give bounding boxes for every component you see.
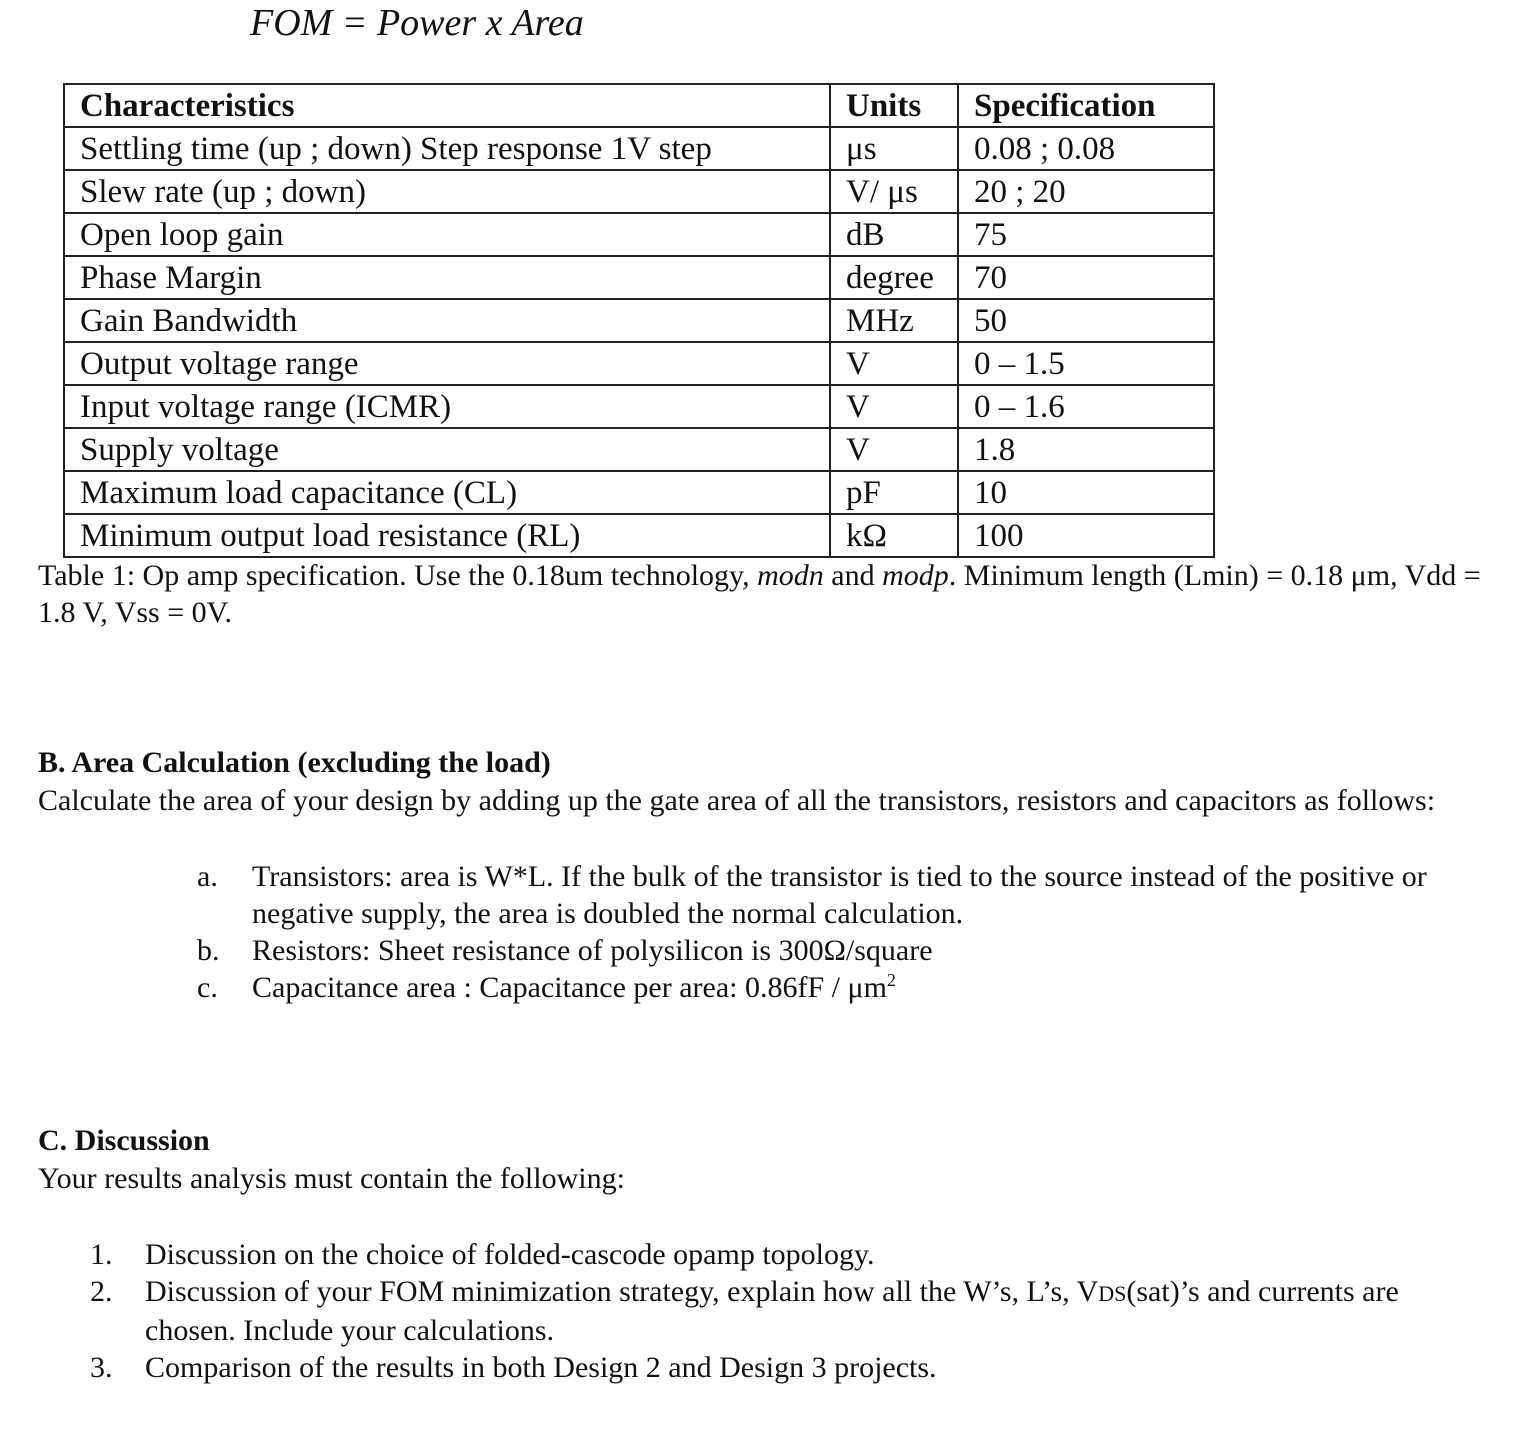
fom-formula: FOM = Power x Area bbox=[250, 2, 584, 44]
table-row bbox=[64, 471, 1214, 514]
section-c-title: C. Discussion bbox=[38, 1124, 210, 1157]
superscript: 2 bbox=[886, 970, 896, 990]
subscript: DS bbox=[1098, 1281, 1127, 1306]
list-item-text-wrap bbox=[252, 969, 1467, 1006]
caption-modp: modp bbox=[882, 559, 949, 592]
table-row bbox=[64, 514, 1214, 557]
list-marker: 3. bbox=[90, 1351, 113, 1384]
list-item bbox=[197, 932, 1467, 969]
list-marker: c. bbox=[197, 971, 218, 1004]
discussion-list bbox=[90, 1236, 1490, 1386]
header-specification: Specification bbox=[958, 84, 1214, 127]
list-item-text-end: (sat)’s and currents are chosen. Include your calculations. bbox=[145, 1275, 1399, 1347]
row-spec: 70 bbox=[958, 256, 1214, 299]
list-item-text: Transistors: area is W*L. If the bulk of the transistor is tied to the source instead of the positive or negative supply, the area is doubled the normal calculation. bbox=[252, 860, 1427, 930]
caption-text: Table 1: Op amp specification. Use the 0.18um technology, bbox=[38, 559, 758, 592]
row-characteristic: Maximum load capacitance (CL) bbox=[64, 471, 830, 514]
list-item-text: Comparison of the results in both Design 2 and Design 3 projects. bbox=[145, 1351, 937, 1384]
row-unit: pF bbox=[830, 471, 958, 514]
row-characteristic: Slew rate (up ; down) bbox=[64, 170, 830, 213]
row-unit: degree bbox=[830, 256, 958, 299]
caption-modn: modn bbox=[757, 559, 824, 592]
row-unit: V bbox=[830, 342, 958, 385]
row-characteristic: Gain Bandwidth bbox=[64, 299, 830, 342]
spec-table bbox=[63, 83, 1215, 558]
list-marker: 1. bbox=[90, 1238, 113, 1271]
row-characteristic: Phase Margin bbox=[64, 256, 830, 299]
list-item-text: Discussion on the choice of folded-cascode opamp topology. bbox=[145, 1238, 875, 1271]
table-row bbox=[64, 385, 1214, 428]
row-characteristic: Input voltage range (ICMR) bbox=[64, 385, 830, 428]
row-unit: V/ μs bbox=[830, 170, 958, 213]
row-characteristic: Supply voltage bbox=[64, 428, 830, 471]
row-spec: 75 bbox=[958, 213, 1214, 256]
row-spec: 100 bbox=[958, 514, 1214, 557]
list-marker: b. bbox=[197, 934, 220, 967]
row-unit: kΩ bbox=[830, 514, 958, 557]
table-row bbox=[64, 256, 1214, 299]
row-characteristic: Minimum output load resistance (RL) bbox=[64, 514, 830, 557]
section-b-intro: Calculate the area of your design by adding up the gate area of all the transistors, resistors and capacitors as follows: bbox=[38, 784, 1436, 817]
list-item bbox=[90, 1349, 1490, 1386]
header-characteristics: Characteristics bbox=[64, 84, 830, 127]
row-characteristic: Output voltage range bbox=[64, 342, 830, 385]
row-spec: 0 – 1.6 bbox=[958, 385, 1214, 428]
row-spec: 10 bbox=[958, 471, 1214, 514]
row-unit: MHz bbox=[830, 299, 958, 342]
list-item bbox=[90, 1273, 1490, 1349]
area-list bbox=[197, 858, 1467, 1006]
table-caption bbox=[38, 557, 1488, 631]
row-spec: 20 ; 20 bbox=[958, 170, 1214, 213]
row-characteristic: Settling time (up ; down) Step response 1V step bbox=[64, 127, 830, 170]
section-c-intro: Your results analysis must contain the following: bbox=[38, 1162, 625, 1195]
list-item-text: Capacitance area : Capacitance per area: 0.86fF / μm bbox=[252, 971, 887, 1004]
list-item-text: Discussion of your FOM minimization strategy, explain how all the W’s, L’s, V bbox=[145, 1275, 1099, 1308]
list-item bbox=[197, 969, 1467, 1006]
row-spec: 0 – 1.5 bbox=[958, 342, 1214, 385]
table-row bbox=[64, 170, 1214, 213]
table-row bbox=[64, 213, 1214, 256]
row-unit: dB bbox=[830, 213, 958, 256]
table-row bbox=[64, 299, 1214, 342]
table-row bbox=[64, 342, 1214, 385]
row-characteristic: Open loop gain bbox=[64, 213, 830, 256]
list-marker: 2. bbox=[90, 1275, 113, 1308]
row-unit: μs bbox=[830, 127, 958, 170]
caption-and: and bbox=[823, 559, 883, 592]
list-marker: a. bbox=[197, 860, 218, 893]
list-item-text: Resistors: Sheet resistance of polysilicon is 300Ω/square bbox=[252, 934, 933, 967]
caption-text-end: . Minimum length (Lmin) = 0.18 μm, Vdd = 1.8 V, Vss = 0V. bbox=[38, 559, 1481, 629]
table-row bbox=[64, 428, 1214, 471]
header-units: Units bbox=[830, 84, 958, 127]
row-spec: 50 bbox=[958, 299, 1214, 342]
list-item bbox=[90, 1236, 1490, 1273]
row-spec: 0.08 ; 0.08 bbox=[958, 127, 1214, 170]
row-unit: V bbox=[830, 428, 958, 471]
row-spec: 1.8 bbox=[958, 428, 1214, 471]
list-item bbox=[197, 858, 1467, 932]
list-item-text-wrap bbox=[145, 1273, 1490, 1349]
table-header-row bbox=[64, 84, 1214, 127]
table-row bbox=[64, 127, 1214, 170]
section-b-title: B. Area Calculation (excluding the load) bbox=[38, 746, 551, 779]
row-unit: V bbox=[830, 385, 958, 428]
